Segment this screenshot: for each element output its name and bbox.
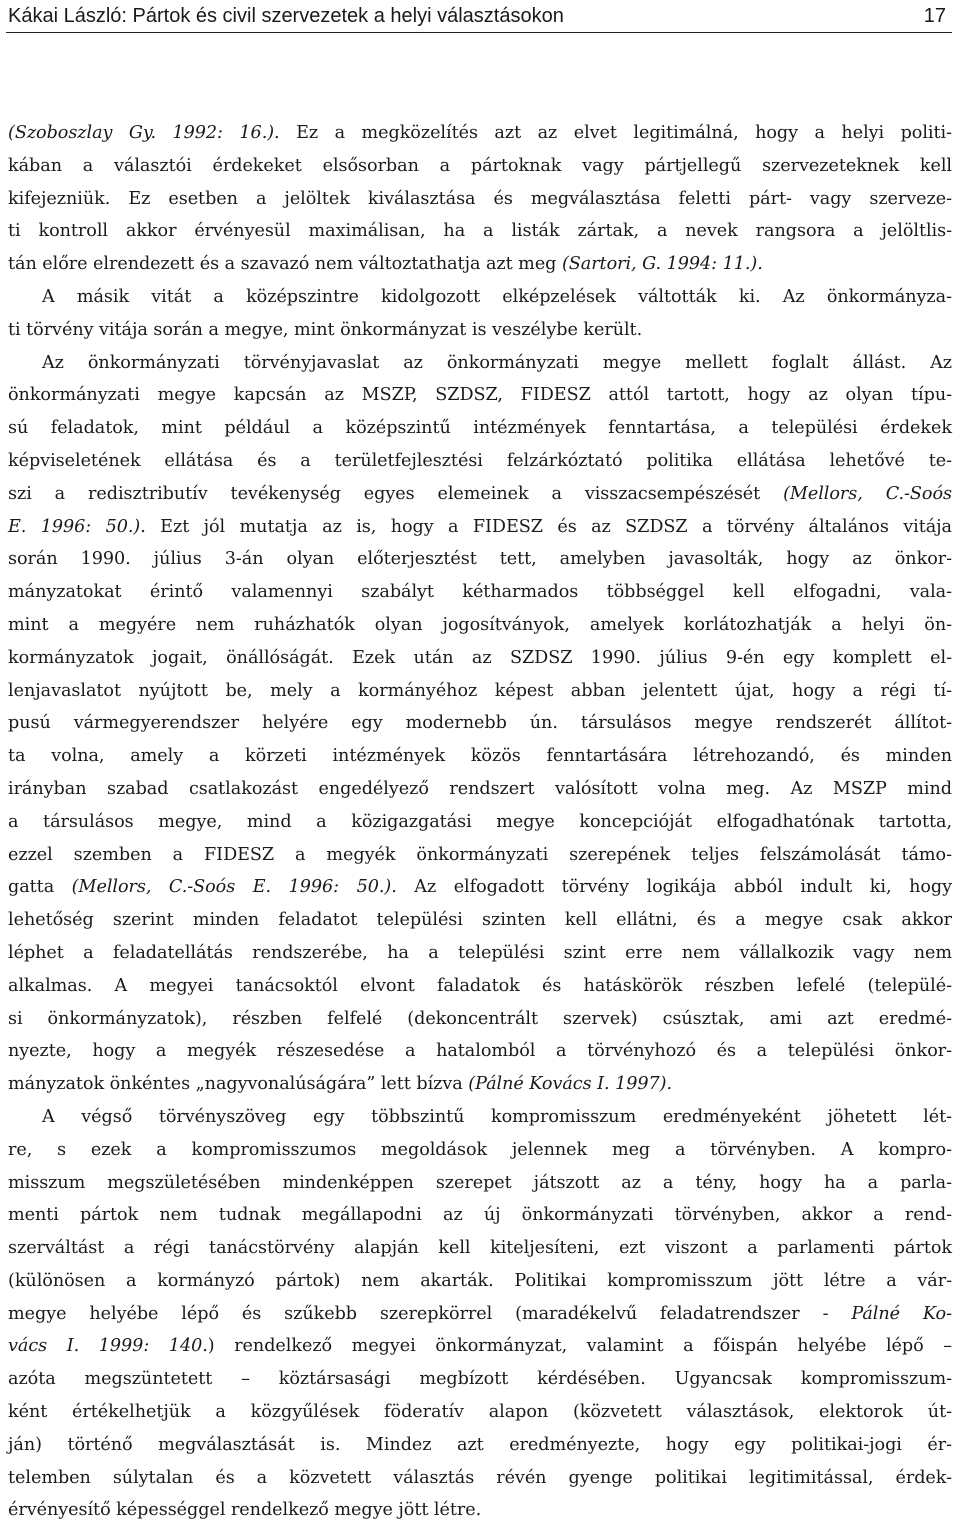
text-run: A másik vitát a középszintre kidolgozott elképzelések váltották ki. Az önkormányza-: [42, 286, 952, 307]
text-line: [8, 1232, 952, 1265]
text-line: [8, 379, 952, 412]
text-run: a társulásos megye, mind a közigazgatási megye koncepcióját elfogadhatónak tartotta,: [8, 811, 952, 832]
text-line: [8, 1396, 952, 1429]
header-title: Kákai László: Pártok és civil szervezetek a helyi választásokon: [8, 5, 564, 27]
text-run: menti pártok nem tudnak megállapodni az új önkormányzati törvényben, akkor a rend-: [8, 1205, 952, 1226]
text-line: [8, 1462, 952, 1495]
text-line: [8, 248, 952, 281]
text-run: misszum megszületésében mindenképpen szerepet játszott az a tény, hogy ha a parla-: [8, 1172, 952, 1193]
text-run: önkormányzati megye kapcsán az MSZP, SZDSZ, FIDESZ attól tartott, hogy az olyan típu-: [8, 385, 952, 406]
text-run: Az önkormányzati törvényjavaslat az önkormányzati megye mellett foglalt állást. Az: [42, 352, 952, 373]
text-line: [8, 609, 952, 642]
text-run: ezzel szemben a FIDESZ a megyék önkormányzati szerepének teljes felszámolását támo-: [8, 844, 952, 865]
text-run: alkalmas. A megyei tanácsoktól elvont faladatok és hatáskörök részben lefelé (települé-: [8, 975, 952, 996]
text-run: mányzatokat érintő valamennyi szabályt kétharmados többséggel kell elfogadni, vala-: [8, 582, 952, 603]
text-line: [8, 1134, 952, 1167]
text-run: szi a redisztributív tevékenység egyes elemeinek a visszacsempészését: [8, 483, 784, 504]
text-run: nyezte, hogy a megyék részesedése a hatalomból a törvényhozó és a települési önkor-: [8, 1041, 952, 1062]
text-run: ti törvény vitája során a megye, mint önkormányzat is veszélybe került.: [8, 319, 643, 340]
text-line: [8, 215, 952, 248]
text-line: [8, 1265, 952, 1298]
text-line: [8, 642, 952, 675]
text-run: kifejezniük. Ez esetben a jelöltek kiválasztása és megválasztása feletti párt- vagy szerveze-: [8, 188, 952, 209]
text-run: kában a választói érdekeket elsősorban a pártoknak vagy pártjellegű szervezeteknek kell: [8, 155, 952, 176]
text-line: [8, 412, 952, 445]
text-run: sú feladatok, mint például a középszintű intézmények fenntartása, a települési érdekek: [8, 418, 952, 439]
text-line: [8, 839, 952, 872]
text-line: [8, 1330, 952, 1363]
text-run: ján) történő megválasztását is. Mindez azt eredményezte, hogy egy politikai-jogi ér-: [8, 1434, 952, 1455]
citation: (Pálné Kovács I. 1997).: [468, 1074, 673, 1095]
text-run: gatta: [8, 877, 72, 898]
text-line: [8, 445, 952, 478]
text-run: Az elfogadott törvény logikája abból indult ki, hogy: [396, 877, 952, 898]
text-line: [8, 1035, 952, 1068]
text-run: azóta megszüntetett – köztársasági megbízott kérdésében. Ugyancsak kompromisszum-: [8, 1369, 952, 1390]
text-line: [8, 970, 952, 1003]
text-line: [8, 1363, 952, 1396]
text-line: [8, 183, 952, 216]
text-run: re, s ezek a kompromisszumos megoldások jelennek meg a törvényben. A kompro-: [8, 1139, 952, 1160]
text-run: telemben súlytalan és a közvetett választás révén gyenge politikai legitimitással, érdek-: [8, 1467, 952, 1488]
text-run: pusú vármegyerendszer helyére egy modernebb ún. társulásos megye rendszerét állítot-: [8, 713, 952, 734]
text-run: (különösen a kormányzó pártok) nem akarták. Politikai kompromisszum jött létre a vár-: [8, 1270, 952, 1291]
text-line: [8, 1199, 952, 1232]
text-run: ként értékelhetjük a közgyűlések föderatív alapon (közvetett választások, elektorok út-: [8, 1402, 952, 1423]
text-line: [8, 1101, 952, 1134]
text-line: [8, 773, 952, 806]
text-run: mányzatok önkéntes „nagyvonalúságára” lett bízva: [8, 1074, 469, 1095]
text-line: [8, 1068, 952, 1101]
text-run: ) rendelkező megyei önkormányzat, valamint a főispán helyébe lépő –: [207, 1336, 952, 1357]
text-run: lenjavaslatot nyújtott be, mely a kormányéhoz képest abban jelentett újat, hogy a régi tí-: [8, 680, 952, 701]
text-run: ti kontroll akkor érvényesül maximálisan, ha a listák zártak, a nevek rangsora a jelöltlis-: [8, 221, 952, 242]
text-line: [8, 937, 952, 970]
text-line: [8, 314, 952, 347]
text-line: [8, 478, 952, 511]
text-run: során 1990. július 3-án olyan előterjesztést tett, amelyben javasolták, hogy az önkor-: [8, 549, 952, 570]
text-line: [8, 1494, 952, 1527]
text-line: [8, 904, 952, 937]
text-line: [8, 281, 952, 314]
text-run: Ezt jól mutatja az is, hogy a FIDESZ és az SZDSZ a törvény általános vitája: [145, 516, 953, 537]
text-line: [8, 150, 952, 183]
text-line: [8, 543, 952, 576]
text-line: [8, 347, 952, 380]
text-run: szerváltást a régi tanácstörvény alapján kell kiteljesíteni, ezt viszont a parlamenti pártok: [8, 1238, 952, 1259]
text-run: ta volna, amely a körzeti intézmények közös fenntartására létrehozandó, és minden: [8, 746, 952, 767]
text-line: [8, 576, 952, 609]
text-run: léphet a feladatellátás rendszerébe, ha a települési szint erre nem vállalkozik vagy nem: [8, 942, 952, 963]
citation: E. 1996: 50.).: [8, 516, 146, 537]
text-line: [8, 1167, 952, 1200]
citation: (Szoboszlay Gy. 1992: 16.).: [8, 123, 280, 143]
text-line: [8, 806, 952, 839]
text-line: [8, 1003, 952, 1036]
text-line: [8, 707, 952, 740]
citation: vács I. 1999: 140.: [8, 1336, 208, 1357]
text-run: A végső törvényszöveg egy többszintű kompromisszum eredményeként jöhetett lét-: [42, 1106, 952, 1127]
text-line: [8, 740, 952, 773]
text-run: tán előre elrendezett és a szavazó nem változtathatja azt meg: [8, 254, 562, 275]
text-run: mint a megyére nem ruházhatók olyan jogosítványok, amelyek korlátozhatják a helyi ön-: [8, 614, 952, 635]
text-run: si önkormányzatok), részben felfelé (dekoncentrált szervek) csúsztak, ami azt eredmé-: [8, 1008, 952, 1029]
article-body: [8, 117, 952, 1527]
text-line: [8, 511, 952, 544]
text-run: megye helyébe lépő és szűkebb szerepkörrel (maradékelvű feladatrendszer -: [8, 1303, 852, 1324]
running-header: [6, 2, 952, 33]
page-number: 17: [923, 5, 946, 27]
text-run: képviseletének ellátása és a területfejlesztési felzárkóztató politika ellátása lehetővé te-: [8, 450, 952, 471]
citation: (Mellors, C.-Soós: [783, 483, 952, 504]
text-line: [8, 1429, 952, 1462]
text-line: [8, 675, 952, 708]
text-line: [8, 871, 952, 904]
text-run: irányban szabad csatlakozást engedélyező rendszert valósított volna meg. Az MSZP mind: [8, 778, 952, 799]
citation: (Mellors, C.-Soós E. 1996: 50.).: [71, 877, 397, 898]
text-run: lehetőség szerint minden feladatot települési szinten kell ellátni, és a megye csak akkor: [8, 910, 952, 931]
text-line: [8, 117, 952, 150]
citation: (Sartori, G. 1994: 11.).: [561, 254, 763, 275]
text-line: [8, 1298, 952, 1331]
text-run: kormányzatok jogait, önállóságát. Ezek után az SZDSZ 1990. július 9-én egy komplett el-: [8, 647, 952, 668]
text-run: Ez a megközelítés azt az elvet legitimálná, hogy a helyi politi-: [279, 123, 952, 143]
text-run: érvényesítő képességgel rendelkező megye jött létre.: [8, 1500, 482, 1521]
citation: Pálné Ko-: [851, 1303, 952, 1324]
